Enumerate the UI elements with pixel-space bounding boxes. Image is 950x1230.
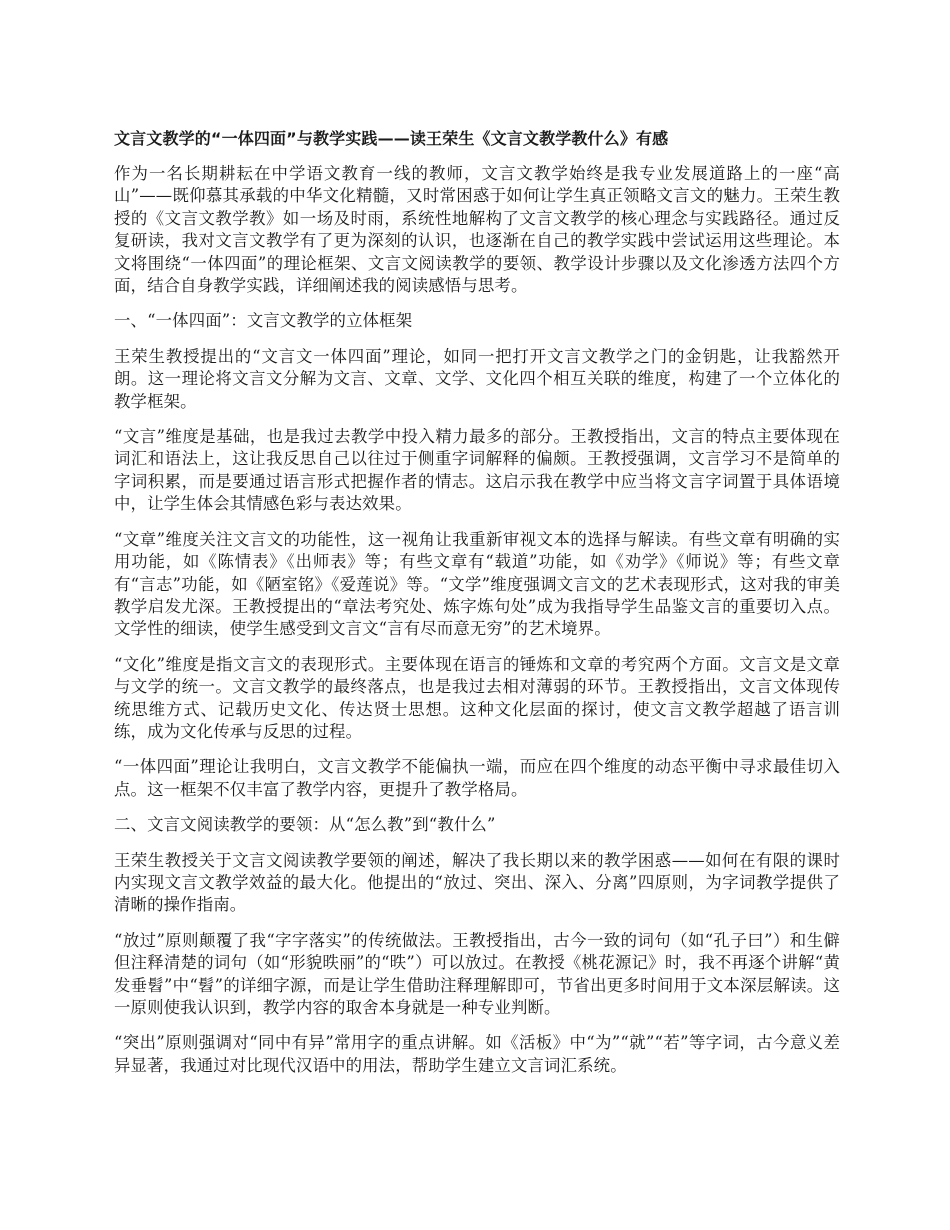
paragraph: 王荣生教授关于文言文阅读教学要领的阐述，解决了我长期以来的教学困惑——如何在有限的课时内实现文言文教学效益的最大化。他提出的“放过、突出、深入、分离”四原则，为字词教学提供了清晰的操作指南。: [114, 850, 840, 915]
article-body: [114, 163, 840, 1077]
paragraph: “文章”维度关注文言文的功能性，这一视角让我重新审视文本的选择与解读。有些文章有明确的实用功能，如《陈情表》《出师表》等；有些文章有“载道”功能，如《劝学》《师说》等；有些文章有“言志”功能，如《陋室铭》《爱莲说》等。“文学”维度强调文言文的艺术表现形式，这对我的审美教学启发尤深。王教授提出的“章法考究处、炼字炼句处”成为我指导学生品鉴文言的重要切入点。文学性的细读，使学生感受到文言文“言有尽而意无穷”的艺术境界。: [114, 529, 840, 639]
paragraph: “放过”原则颠覆了我“字字落实”的传统做法。王教授指出，古今一致的词句（如“孔子曰”）和生僻但注释清楚的词句（如“形貌昳丽”的“昳”）可以放过。在教授《桃花源记》时，我不再逐个讲解“黄发垂髫”中“髫”的详细字源，而是让学生借助注释理解即可，节省出更多时间用于文本深层解读。这一原则使我认识到，教学内容的取舍本身就是一种专业判断。: [114, 930, 840, 1017]
article: [114, 128, 840, 1090]
paragraph: 王荣生教授提出的“文言文一体四面”理论，如同一把打开文言文教学之门的金钥匙，让我豁然开朗。这一理论将文言文分解为文言、文章、文学、文化四个相互关联的维度，构建了一个立体化的教学框架。: [114, 346, 840, 411]
article-title: 文言文教学的“一体四面”与教学实践——读王荣生《文言文教学教什么》有感: [114, 129, 669, 148]
paragraph: “文化”维度是指文言文的表现形式。主要体现在语言的锤炼和文章的考究两个方面。文言文是文章与文学的统一。文言文教学的最终落点，也是我过去相对薄弱的环节。王教授指出，文言文体现传统思维方式、记载历史文化、传达贤士思想。这种文化层面的探讨，使文言文教学超越了语言训练，成为文化传承与反思的过程。: [114, 654, 840, 741]
section-heading: 一、“一体四面”：文言文教学的立体框架: [114, 311, 413, 331]
paragraph: “一体四面”理论让我明白，文言文教学不能偏执一端，而应在四个维度的动态平衡中寻求最佳切入点。这一框架不仅丰富了教学内容，更提升了教学格局。: [114, 757, 840, 799]
paragraph: “突出”原则强调对“同中有异”常用字的重点讲解。如《活板》中“为”“就”“若”等字词，古今意义差异显著，我通过对比现代汉语中的用法，帮助学生建立文言词汇系统。: [114, 1033, 840, 1075]
paragraph: 作为一名长期耕耘在中学语文教育一线的教师，文言文教学始终是我专业发展道路上的一座“高山”——既仰慕其承载的中华文化精髓，又时常困惑于如何让学生真正领略文言文的魅力。王荣生教授的《文言文教学教》如一场及时雨，系统性地解构了文言文教学的核心理念与实践路径。通过反复研读，我对文言文教学有了更为深刻的认识，也逐渐在自己的教学实践中尝试运用这些理论。本文将围绕“一体四面”的理论框架、文言文阅读教学的要领、教学设计步骤以及文化渗透方法四个方面，结合自身教学实践，详细阐述我的阅读感悟与思考。: [114, 164, 840, 296]
section-heading: 二、文言文阅读教学的要领：从“怎么教”到“教什么”: [114, 815, 496, 835]
paragraph: “文言”维度是基础，也是我过去教学中投入精力最多的部分。王教授指出，文言的特点主要体现在词汇和语法上，这让我反思自己以往过于侧重字词解释的偏颇。王教授强调，文言学习不是简单的字词积累，而是要通过语言形式把握作者的情志。这启示我在教学中应当将文言字词置于具体语境中，让学生体会其情感色彩与表达效果。: [114, 427, 840, 514]
